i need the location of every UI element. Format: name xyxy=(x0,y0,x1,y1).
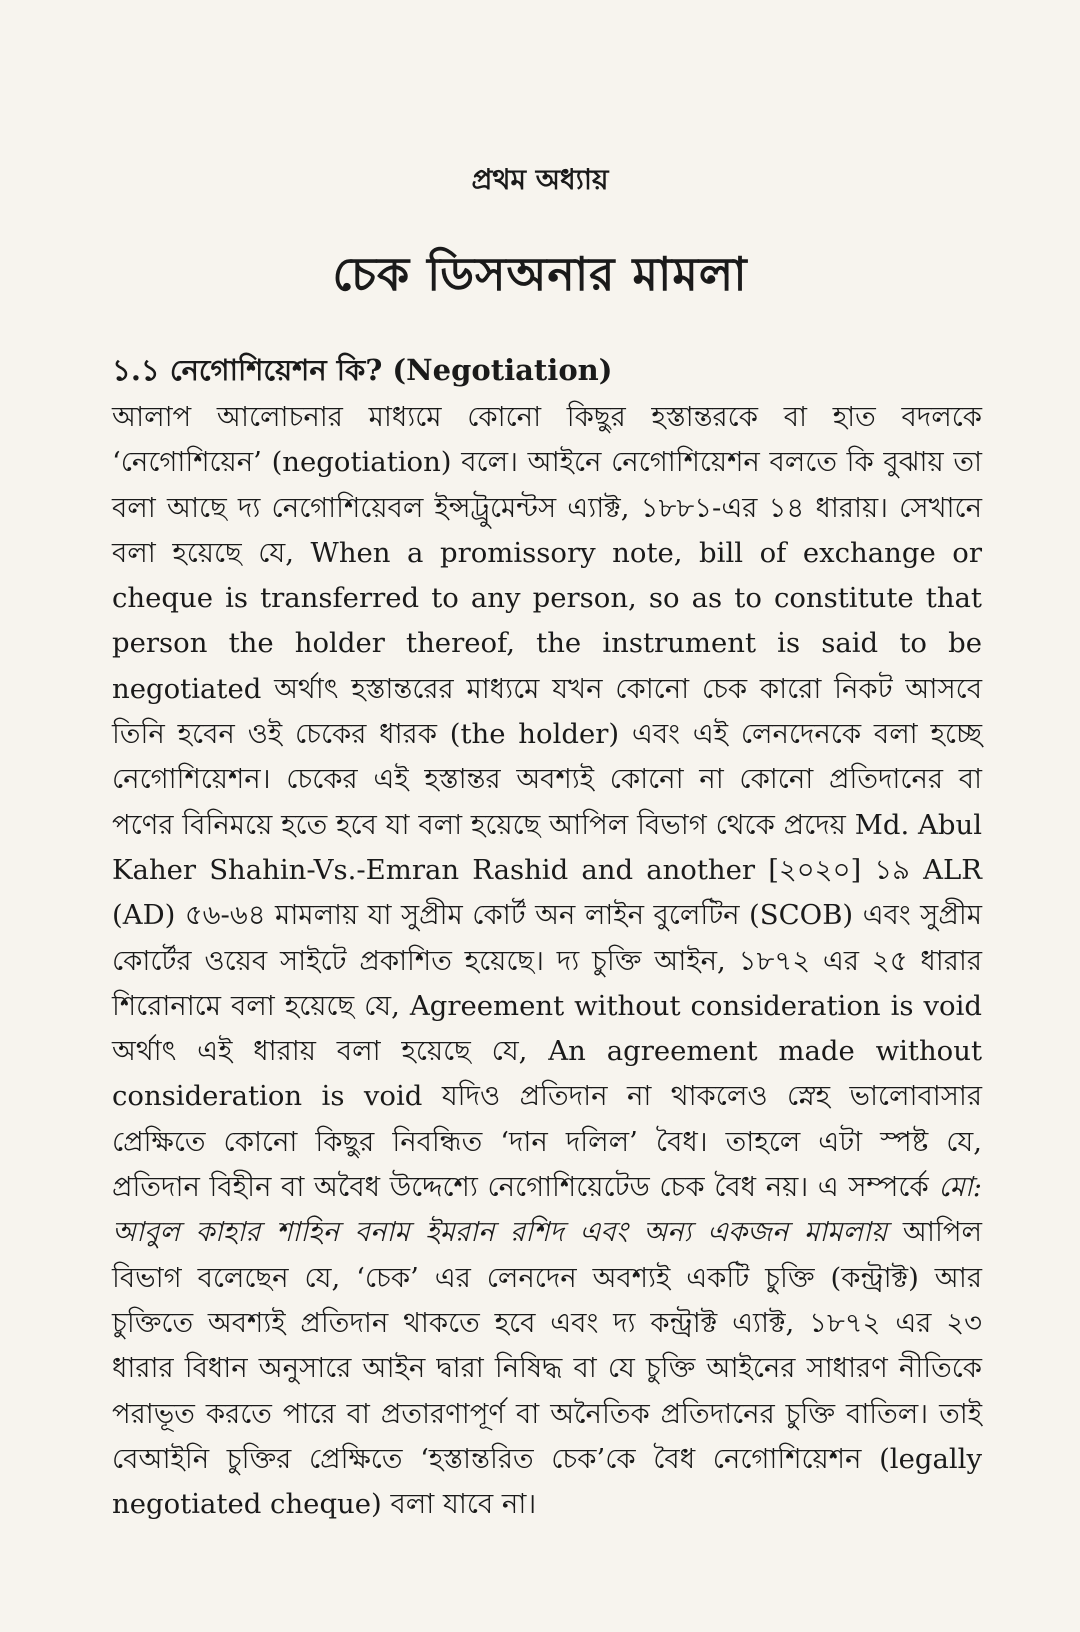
paragraph-part-2: আপিল বিভাগ বলেছেন যে, ‘চেক’ এর লেনদেন অবশ্যই একটি চুক্তি (কন্ট্রাক্ট) আর চুক্তিতে অবশ্যই প্রতিদান থাকতে হবে এবং দ্য কন্ট্রাক্ট এ্যাক্ট, ১৮৭২ এর ২৩ ধারার বিধান অনুসারে আইন দ্বারা নিষিদ্ধ বা যে চুক্তি আইনের সাধারণ নীতিকে পরাভূত করতে পারে বা প্রতারণাপূর্ণ বা অনৈতিক প্রতিদানের চুক্তি বাতিল। তাই বেআইনি চুক্তির প্রেক্ষিতে ‘হস্তান্তরিত চেক’কে বৈধ নেগোশিয়েশন (legally negotiated cheque) বলা যাবে না। xyxy=(112,1216,982,1521)
chapter-label: প্রথম অধ্যায় xyxy=(471,163,609,196)
body-paragraph xyxy=(112,395,982,1527)
section-heading: ১.১ নেগোশিয়েশন কি? (Negotiation) xyxy=(112,353,613,387)
paragraph-part-1: আলাপ আলোচনার মাধ্যমে কোনো কিছুর হস্তান্তরকে বা হাত বদলকে ‘নেগোশিয়েন’ (negotiation) বলে। আইনে নেগোশিয়েশন বলতে কি বুঝায় তা বলা আছে দ্য নেগোশিয়েবল ইন্সট্রুমেন্টস এ্যাক্ট, ১৮৮১-এর ১৪ ধারায়। সেখানে বলা হয়েছে যে, When a promissory note, bill of exchange or cheque is transferred to any person, so as to constitute that person the holder thereof, the instrument is said to be negotiated অর্থাৎ হস্তান্তরের মাধ্যমে যখন কোনো চেক কারো নিকট আসবে তিনি হবেন ওই চেকের ধারক (the holder) এবং এই লেনদেনকে বলা হচ্ছে নেগোশিয়েশন। চেকের এই হস্তান্তর অবশ্যই কোনো না কোনো প্রতিদানের বা পণের বিনিময়ে হতে হবে যা বলা হয়েছে আপিল বিভাগ থেকে প্রদেয় Md. Abul Kaher Shahin-Vs.-Emran Rashid and another [২০২০] ১৯ ALR (AD) ৫৬-৬৪ মামলায় যা সুপ্রীম কোর্ট অন লাইন বুলেটিন (SCOB) এবং সুপ্রীম কোর্টের ওয়েব সাইটে প্রকাশিত হয়েছে। দ্য চুক্তি আইন, ১৮৭২ এর ২৫ ধারার শিরোনামে বলা হয়েছে যে, Agreement without consideration is void অর্থাৎ এই ধারায় বলা হয়েছে যে, An agreement made without consideration is void যদিও প্রতিদান না থাকলেও স্নেহ ভালোবাসার প্রেক্ষিতে কোনো কিছুর নিবন্ধিত ‘দান দলিল’ বৈধ। তাহলে এটা স্পষ্ট যে, প্রতিদান বিহীন বা অবৈধ উদ্দেশ্যে নেগোশিয়েটেড চেক বৈধ নয়। এ সম্পর্কে xyxy=(112,401,982,1204)
paragraph-italic-case-name: মো: আবুল কাহার শাহিন বনাম ইমরান রশিদ এবং অন্য একজন মামলায় xyxy=(112,1171,982,1249)
chapter-title: চেক ডিসঅনার মামলা xyxy=(332,247,748,301)
